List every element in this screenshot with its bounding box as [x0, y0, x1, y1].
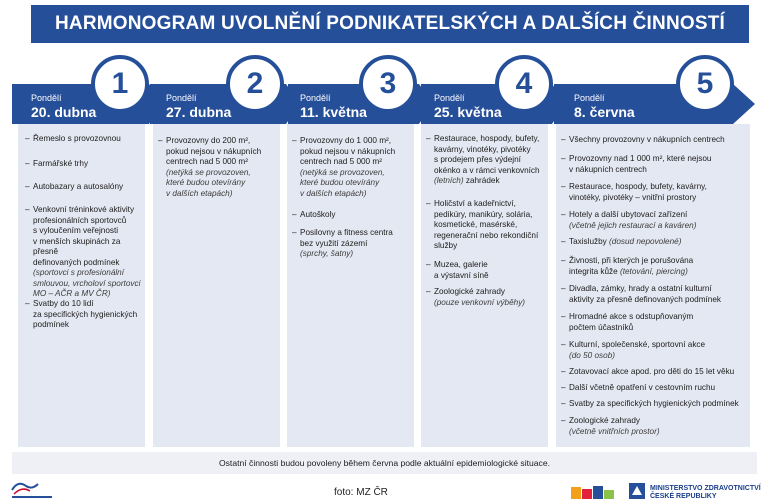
list-item: – Posilovny a fitness centra bez využití zázemí (sprchy, šatny)	[292, 228, 393, 258]
list-item: – Řemeslo s provozovnou	[25, 134, 121, 143]
phase-day-1: Pondělí	[31, 93, 62, 103]
phase-day-5: Pondělí	[574, 93, 605, 103]
phase-day-3: Pondělí	[300, 93, 331, 103]
phase-date-4: 25. května	[434, 104, 502, 120]
list-item: – Živnosti, při kterých je porušována integrita kůže (tetování, piercing)	[561, 256, 694, 276]
list-item: – Venkovní tréninkové aktivity profesionálních sportovců s vyloučením veřejnosti v menších skupinách za přesně definovaných podmínek (sportovci s profesionální smlouvou, vrcholoví sportovci MO – AČR a MV ČR)	[25, 205, 141, 298]
phase-day-4: Pondělí	[434, 93, 465, 103]
list-item: – Farmářské trhy	[25, 159, 89, 168]
list-item: – Provozovny nad 1 000 m², které nejsou v nákupních centrech	[561, 154, 712, 174]
list-item: – Provozovny do 200 m², pokud nejsou v nákupních centrech nad 5 000 m² (netýká se provozoven, které budou otevírány v dalších etapách)	[158, 136, 262, 198]
list-item: – Autobazary a autosalóny	[25, 182, 124, 191]
list-item: – Provozovny do 1 000 m², pokud nejsou v nákupních centrech nad 5 000 m² (netýká se provozoven, které budou otevírány v dalších etapách)	[292, 136, 396, 198]
ministry-logo-icon	[628, 482, 646, 500]
phase-number-1: 1	[91, 55, 149, 113]
list-item: – Restaurace, hospody, bufety, kavárny, vinotéky, pivotéky s prodejem přes výdejní okénko a v rámci venkovních (letních) zahrádek	[426, 134, 540, 185]
phase-date-5: 8. června	[574, 104, 635, 120]
list-item: – Hotely a další ubytovací zařízení (včetně jejich restaurací a kaváren)	[561, 210, 697, 230]
footer-note: Ostatní činnosti budou povoleny během června podle aktuální epidemiologické situace.	[218, 458, 551, 468]
list-item: – Autoškoly	[292, 210, 336, 219]
list-item: – Další včetně opatření v cestovním ruchu	[561, 383, 716, 392]
list-item: – Zoologické zahrady (včetně vnitřních prostor)	[561, 416, 660, 436]
phase-number-2: 2	[226, 55, 284, 113]
list-item: – Všechny provozovny v nákupních centrech	[561, 135, 725, 144]
list-item: – Taxislužby (dosud nepovolené)	[561, 237, 682, 246]
title-banner	[31, 5, 749, 43]
list-item: – Muzea, galerie a výstavní síně	[426, 260, 489, 280]
phase-day-2: Pondělí	[166, 93, 197, 103]
page-title: HARMONOGRAM UVOLNĚNÍ PODNIKATELSKÝCH A DALŠÍCH ČINNOSTÍ	[54, 13, 726, 34]
list-item: – Restaurace, hospody, bufety, kavárny, vinotéky, pivotéky – vnitřní prostory	[561, 182, 707, 202]
photo-credit: foto: MZ ČR	[334, 487, 388, 498]
ministry-name: MINISTERSTVO ZDRAVOTNICTVÍ ČESKÉ REPUBLIKY	[650, 485, 761, 500]
list-item: – Hromadné akce s odstupňovaným počtem účastníků	[561, 312, 694, 332]
phase-date-1: 20. dubna	[31, 104, 97, 120]
list-item: – Zoologické zahrady (pouze venkovní výběhy)	[426, 287, 526, 307]
phase-date-3: 11. května	[300, 104, 367, 120]
list-item: – Svatby za specifických hygienických podmínek	[561, 399, 739, 408]
list-item: – Svatby do 10 lidí za specifických hygienických podmínek	[25, 299, 138, 329]
ministry-emblem-icon	[4, 476, 64, 501]
list-item: – Holičství a kadeřnictví, pedikúry, manikúry, solária, kosmetické, masérské, regenerační nebo rekondiční služby	[426, 199, 539, 250]
phase-date-2: 27. dubna	[166, 104, 232, 120]
color-logo-icon	[571, 484, 615, 501]
phase-number-3: 3	[359, 55, 417, 113]
list-item: – Kulturní, společenské, sportovní akce (do 50 osob)	[561, 340, 706, 360]
list-item: – Zotavovací akce apod. pro děti do 15 let věku	[561, 367, 735, 376]
phase-number-4: 4	[495, 55, 553, 113]
footer-note-band	[12, 452, 757, 474]
phase-number-5: 5	[676, 55, 734, 113]
list-item: – Divadla, zámky, hrady a ostatní kulturní aktivity za přesně definovaných podmínek	[561, 284, 722, 304]
